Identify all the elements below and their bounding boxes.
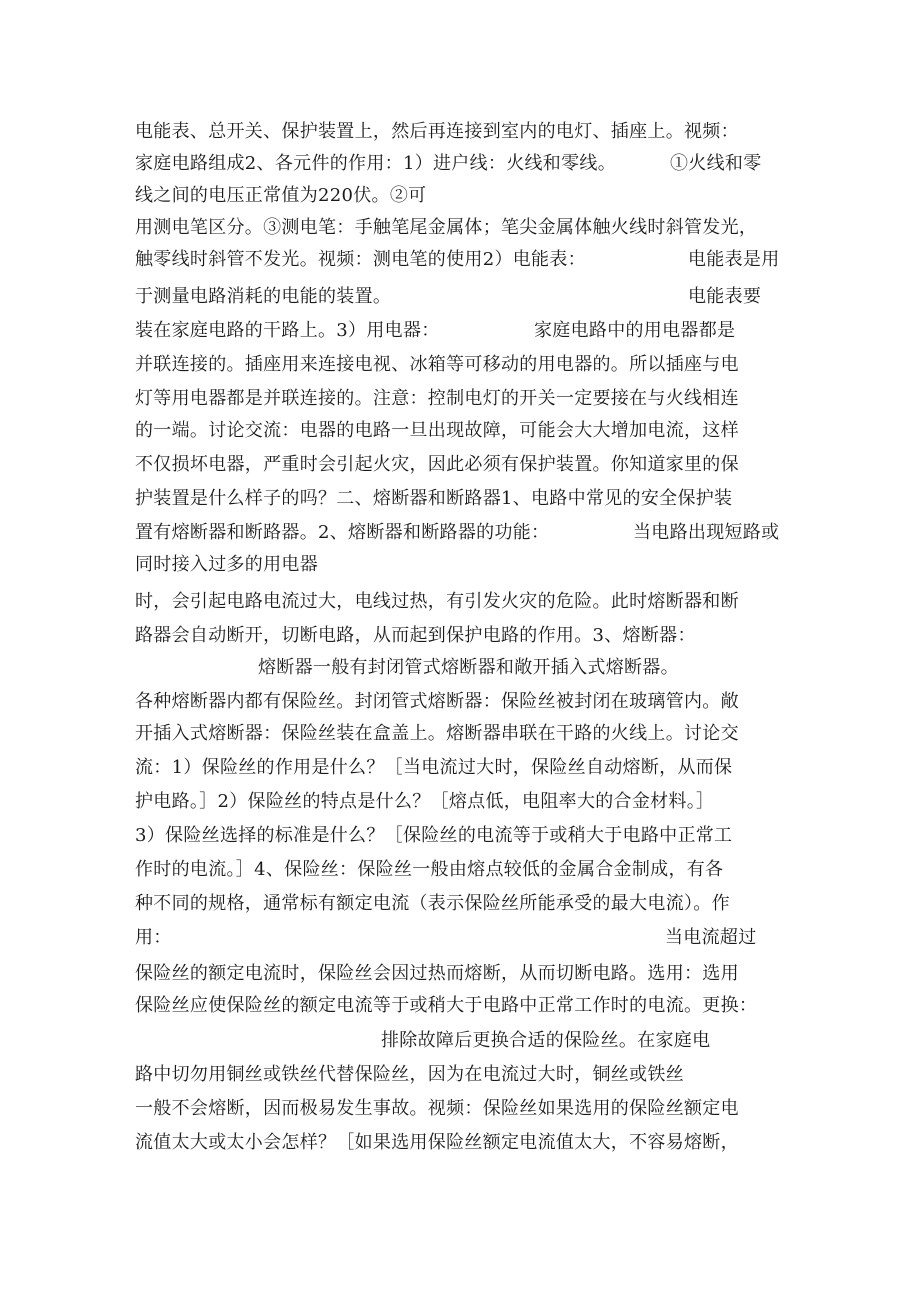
text-segment: 3）保险丝选择的标准是什么？［保险丝的电流等于或稍大于电路中正常工 [135,825,733,846]
text-segment: 电能表是用 [688,249,780,270]
text-segment: 触零线时斜管不发光。视频：测电笔的使用2）电能表： [135,249,586,270]
text-segment: 一般不会熔断，因而极易发生事故。视频：保险丝如果选用的保险丝额定电 [135,1098,739,1119]
text-segment: 电能表要 [688,286,762,307]
text-segment: 时，会引起电路电流过大，电线过热，有引发火灾的危险。此时熔断器和断 [135,591,739,612]
text-segment: 装在家庭电路的干路上。3）用电器： [135,320,440,341]
text-segment: 路器会自动断开，切断电路，从而起到保护电路的作用。3、熔断器： [135,625,696,646]
text-segment: ①火线和零 [670,153,762,174]
text-segment: 用测电笔区分。③测电笔：手触笔尾金属体；笔尖金属体触火线时斜管发光， [135,217,758,238]
text-segment: 护装置是什么样子的吗？二、熔断器和断路器1、电路中常见的安全保护装 [135,488,733,509]
text-segment: 家庭电路中的用电器都是 [534,320,736,341]
text-segment: 熔断器一般有封闭管式熔断器和敞开插入式熔断器。 [258,657,679,678]
text-segment: 灯等用电器都是并联连接的。注意：控制电灯的开关一定要接在与火线相连 [135,388,739,409]
text-segment: 用： [135,927,172,948]
text-segment: 电能表、总开关、保护装置上，然后再连接到室内的电灯、插座上。视频： [135,121,739,142]
text-segment: 种不同的规格，通常标有额定电流（表示保险丝所能承受的最大电流）。作 [135,893,730,914]
text-segment: 的一端。讨论交流：电器的电路一旦出现故障，可能会大大增加电流，这样 [135,420,739,441]
text-segment: 于测量电路消耗的电能的装置。 [135,286,392,307]
text-segment: 当电路出现短路或 [633,522,780,543]
text-segment: 护电路。］2）保险丝的特点是什么？［熔点低，电阻率大的合金材料。］ [135,791,715,812]
text-segment: 排除故障后更换合适的保险丝。在家庭电 [381,1030,711,1051]
text-segment: 开插入式熔断器：保险丝装在盒盖上。熔断器串联在干路的火线上。讨论交 [135,723,739,744]
text-segment: 路中切勿用铜丝或铁丝代替保险丝，因为在电流过大时，铜丝或铁丝 [135,1064,684,1085]
text-segment: 并联连接的。插座用来连接电视、冰箱等可移动的用电器的。所以插座与电 [135,354,739,375]
text-segment: 流值太大或太小会怎样？［如果选用保险丝额定电流值太大，不容易熔断， [135,1132,739,1153]
text-segment: 线之间的电压正常值为220伏。②可 [135,185,427,206]
text-segment: 保险丝应使保险丝的额定电流等于或稍大于电路中正常工作时的电流。更换： [135,995,758,1016]
text-segment: 保险丝的额定电流时，保险丝会因过热而熔断，从而切断电路。选用：选用 [135,963,739,984]
text-segment: 流：1）保险丝的作用是什么？［当电流过大时，保险丝自动熔断，从而保 [135,757,733,778]
text-segment: 家庭电路组成2、各元件的作用：1）进户线：火线和零线。 [135,153,617,174]
text-segment: 当电流超过 [665,927,757,948]
text-segment: 不仅损坏电器，严重时会引起火灾，因此必须有保护装置。你知道家里的保 [135,454,739,475]
text-segment: 同时接入过多的用电器 [135,554,318,575]
text-segment: 置有熔断器和断路器。2、熔断器和断路器的功能： [135,522,550,543]
text-segment: 作时的电流。］4、保险丝：保险丝一般由熔点较低的金属合金制成，有各 [135,859,724,880]
text-segment: 各种熔断器内都有保险丝。封闭管式熔断器：保险丝被封闭在玻璃管内。敞 [135,691,739,712]
